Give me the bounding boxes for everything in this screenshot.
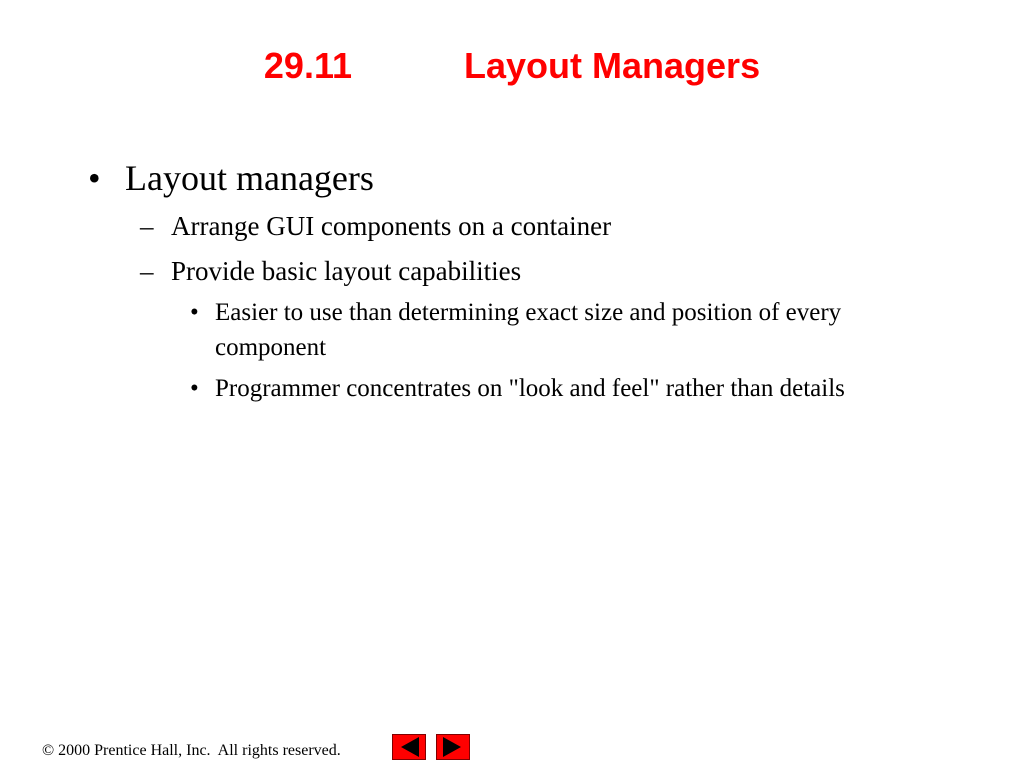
subbullet-text-l3a: Easier to use than determining exact size and position of every [215, 299, 842, 326]
bullet-marker-l1: • [88, 158, 101, 198]
next-slide-button[interactable] [436, 734, 470, 760]
copyright-symbol: © [42, 742, 55, 759]
dash-text-l2b: Provide basic layout capabilities [171, 256, 522, 286]
right-triangle-icon [437, 735, 469, 759]
title-text: Layout Managers [464, 45, 761, 86]
slide-title [0, 40, 1024, 92]
left-triangle-icon [393, 735, 425, 759]
dash-marker-l2a: – [140, 211, 154, 241]
copyright-text: 2000 Prentice Hall, Inc. All rights reserved. [54, 742, 341, 759]
bullet-text-l1: Layout managers [125, 158, 374, 198]
subbullet-marker-l3a: • [190, 299, 199, 326]
subbullet-marker-l3b: • [190, 375, 199, 402]
footer-copyright [42, 742, 341, 760]
title-number: 29.11 [263, 45, 353, 86]
subbullet-text-l3a-continuation: component [215, 334, 327, 361]
previous-slide-button[interactable] [392, 734, 426, 760]
subbullet-text-l3b: Programmer concentrates on "look and feel" rather than details [215, 375, 845, 402]
dash-text-l2a: Arrange GUI components on a container [171, 211, 612, 241]
dash-marker-l2b: – [140, 256, 154, 286]
